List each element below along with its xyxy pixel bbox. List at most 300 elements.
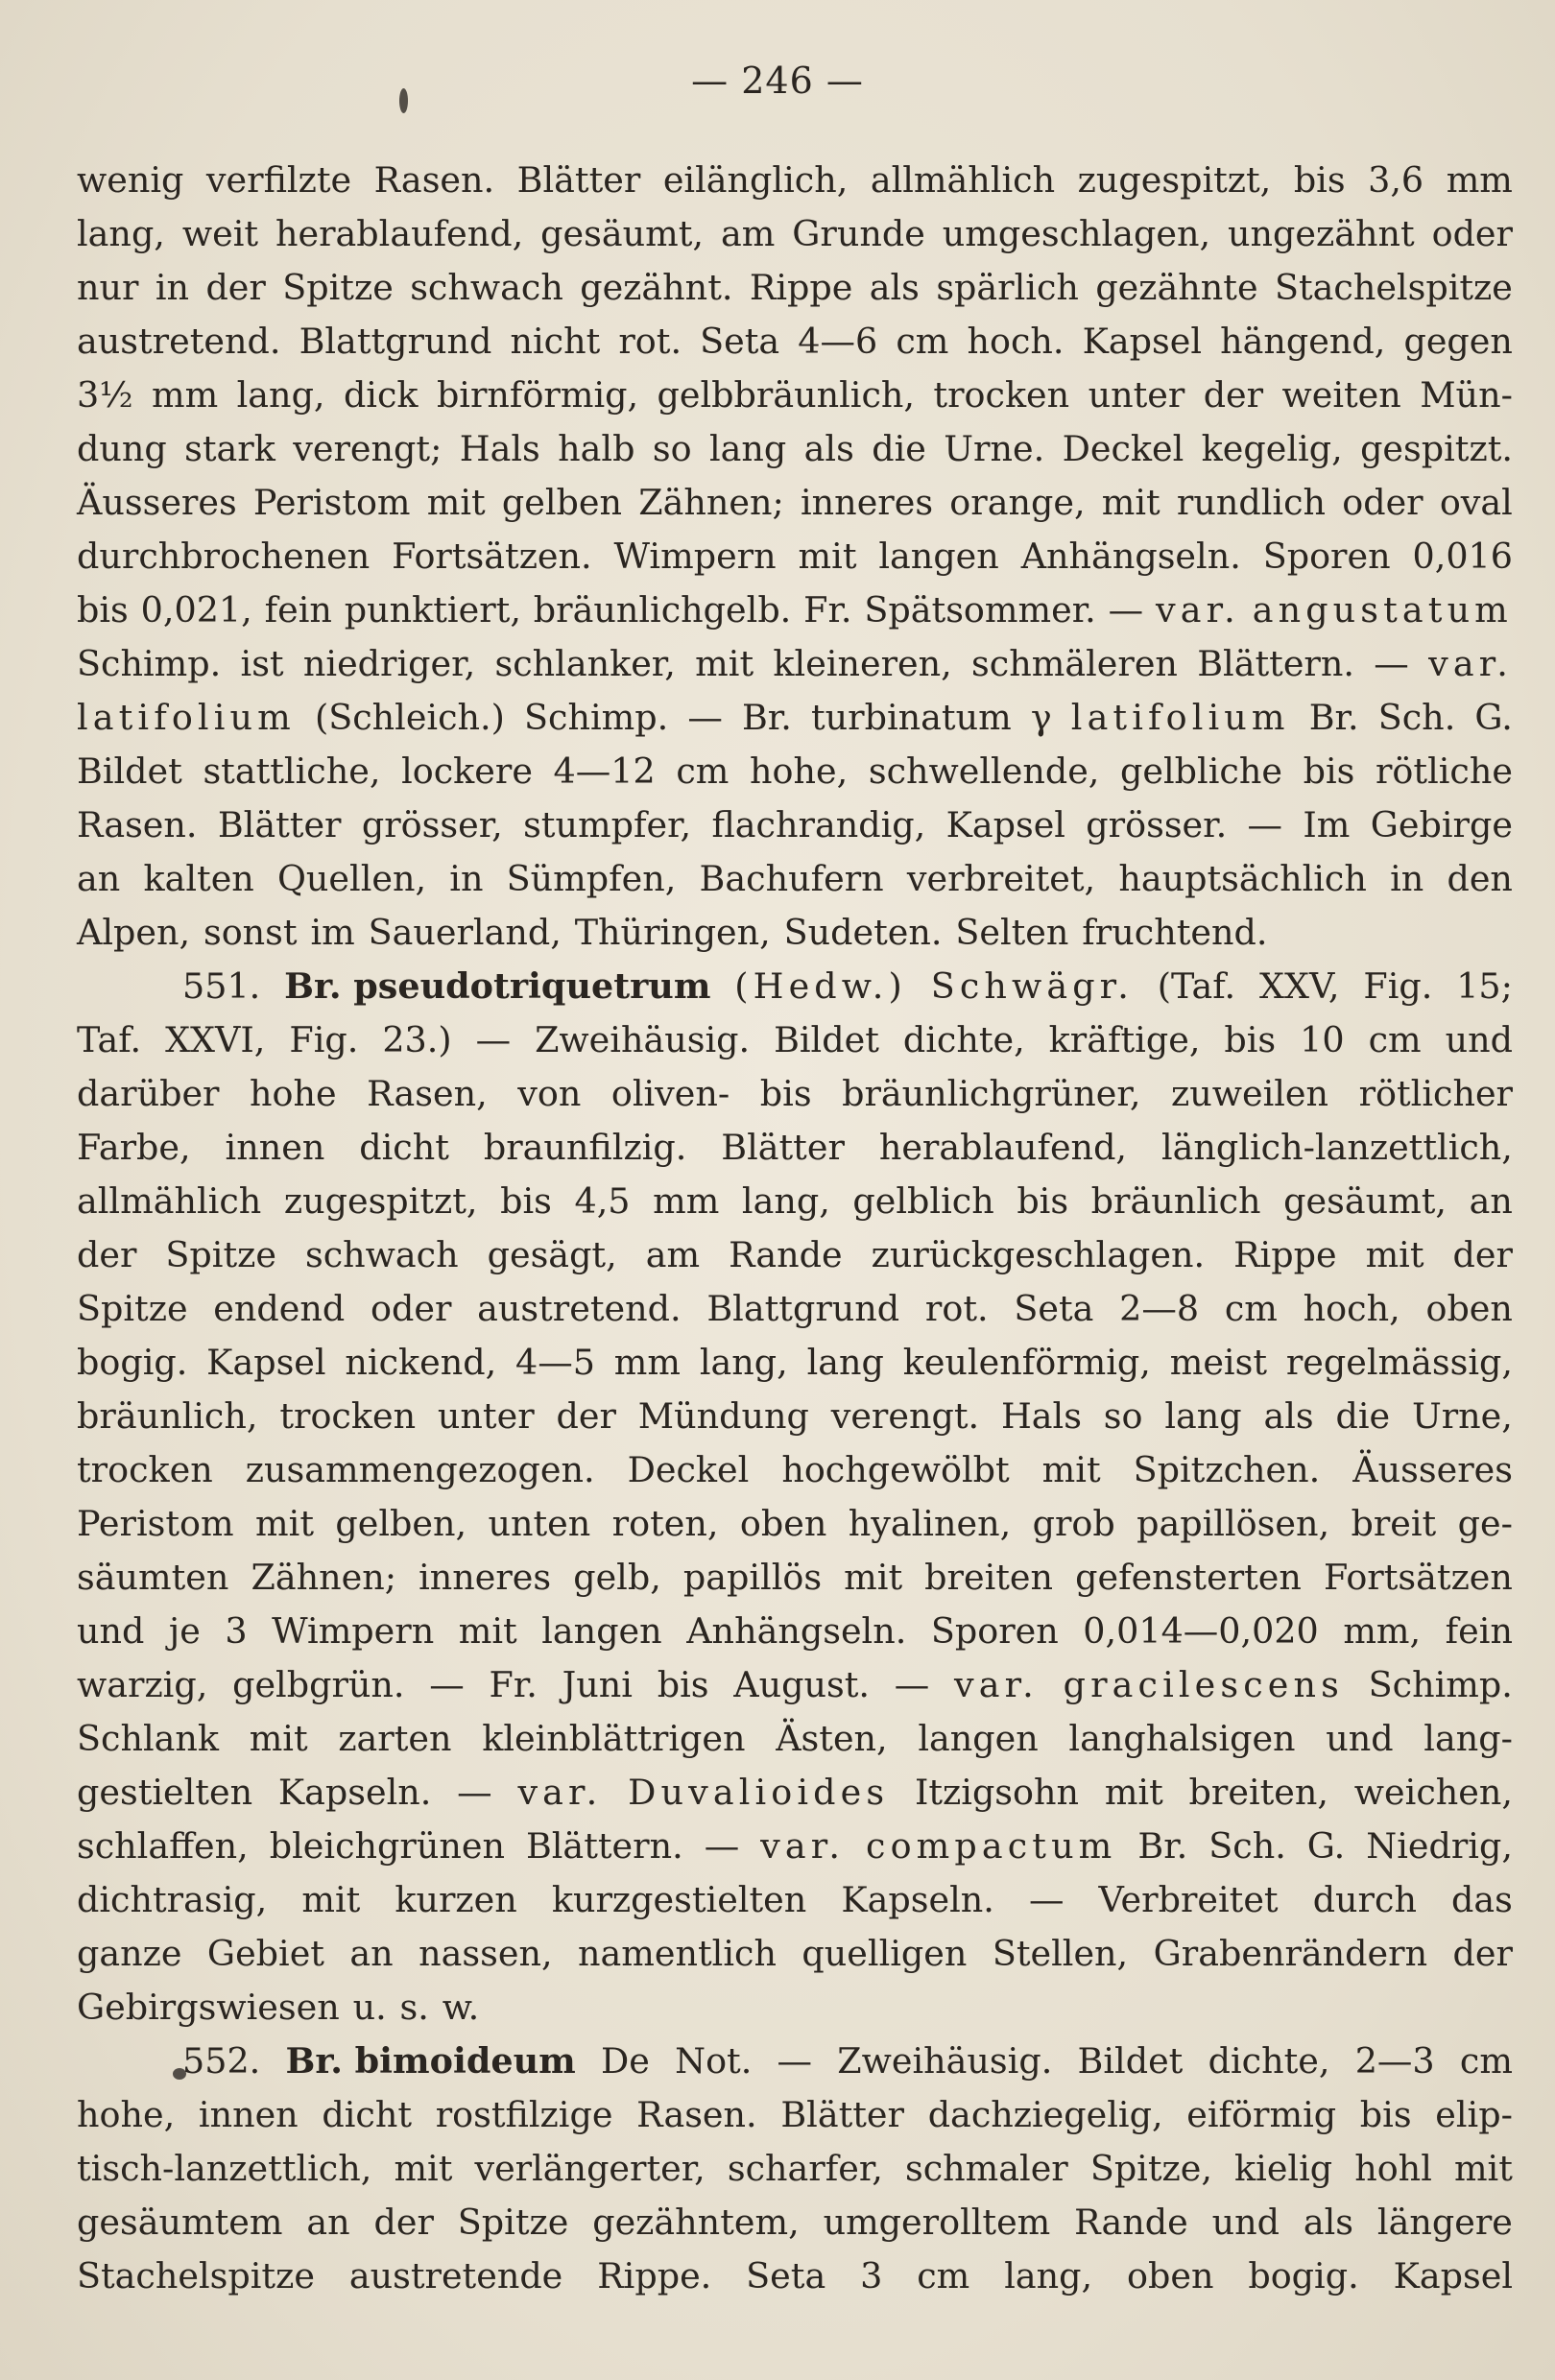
word: oben (1127, 2255, 1214, 2297)
word: 2—8 (1119, 1288, 1200, 1329)
word: langen (541, 1610, 662, 1652)
word: Selten (955, 912, 1069, 953)
word: Grabenrändern (1153, 1933, 1428, 1974)
word: Stachelspitze (77, 2255, 315, 2297)
word: γ (1030, 697, 1052, 738)
word: Peristom (252, 482, 411, 523)
word: Schimp. (524, 697, 669, 738)
word: gelbliche (1120, 750, 1282, 792)
word: ungezähnt (1228, 213, 1415, 254)
word: 4,5 (574, 1180, 631, 1222)
word: (Hedw.) (734, 965, 907, 1007)
word: eilänglich, (662, 159, 849, 201)
word: Fr. (489, 1664, 538, 1705)
word: — (1374, 643, 1409, 684)
word: kleinblättrigen (482, 1718, 746, 1759)
word: lockere (401, 750, 533, 792)
word: 3 (860, 2255, 883, 2297)
text-line (77, 2088, 1513, 2142)
word: bräunlichgrüner, (842, 1073, 1141, 1114)
word: ist (240, 643, 284, 684)
word: Blattgrund (706, 1288, 900, 1329)
word: und (1445, 1019, 1513, 1060)
word: Hals (459, 428, 540, 469)
word: Sümpfen, (506, 858, 677, 899)
word: herablaufend, (878, 1127, 1128, 1168)
text-line (77, 1067, 1513, 1121)
word: 0,014—0,020 (1083, 1610, 1319, 1652)
word: — (704, 1825, 740, 1867)
word: — (687, 697, 723, 738)
word: so (652, 428, 692, 469)
word: dichtrasig, (77, 1879, 268, 1920)
word: hohe, (750, 750, 849, 792)
word: fein (1445, 1610, 1513, 1652)
word: hochgewölbt (781, 1449, 1010, 1490)
word: gezähnte (1095, 267, 1258, 308)
text-line (77, 422, 1513, 476)
text-line (77, 1390, 1513, 1443)
word: der (373, 2202, 434, 2243)
word: Spitzchen. (1133, 1449, 1321, 1490)
word: roten, (611, 1503, 719, 1544)
word: mit (394, 2148, 453, 2189)
word: orange, (949, 482, 1086, 523)
word: oben (1425, 1288, 1513, 1329)
word: bis (657, 1664, 709, 1705)
text-line (77, 1443, 1513, 1497)
word: nassen, (419, 1933, 553, 1974)
word: dick (343, 374, 419, 416)
word: Seta (700, 321, 780, 362)
word: mit (249, 1718, 308, 1759)
word: — (429, 1664, 465, 1705)
word: mm, (1343, 1610, 1422, 1652)
word: papillös (682, 1557, 823, 1598)
word: Niedrig, (1366, 1825, 1513, 1867)
word: lang (708, 428, 787, 469)
word: Spitze (165, 1234, 276, 1275)
word: Kapseln. (841, 1879, 994, 1920)
word: lang (1164, 1395, 1242, 1437)
word: hoch, (1303, 1288, 1400, 1329)
word: kräftige, (1048, 1019, 1201, 1060)
text-line (77, 2142, 1513, 2196)
word: kurzgestielten (551, 1879, 807, 1920)
word: Schwägr. (930, 965, 1134, 1007)
word: trocken (279, 1395, 417, 1437)
text-line (77, 1981, 1513, 2035)
word: Zähnen; (638, 482, 784, 523)
word: rot. (618, 321, 682, 362)
word: Sudeten. (783, 912, 943, 953)
text-line (77, 1013, 1513, 1067)
word: unter (437, 1395, 535, 1437)
word: austretend. (477, 1288, 682, 1329)
word: je (168, 1610, 201, 1652)
word: bis (77, 589, 129, 631)
word: dachziegelig, (927, 2094, 1163, 2135)
word: zusammengezogen. (245, 1449, 595, 1490)
word: Zähnen; (251, 1557, 396, 1598)
word: grösser, (361, 804, 503, 845)
word: eiförmig (1186, 2094, 1337, 2135)
word: Blätter (780, 2094, 904, 2135)
text-line (77, 315, 1513, 369)
word: nicht (510, 321, 601, 362)
word: birnförmig, (436, 374, 639, 416)
word: Rasen, (367, 1073, 488, 1114)
word: so (1103, 1395, 1143, 1437)
word: bräunlichgelb. (533, 589, 792, 631)
word: 552. (182, 2040, 261, 2082)
text-line (77, 1766, 1513, 1820)
word: regelmässig, (1285, 1342, 1513, 1383)
word: langen (878, 536, 999, 577)
word: Verbreitet (1098, 1879, 1279, 1920)
word: elip- (1435, 2094, 1513, 2135)
word: 4—6 (798, 321, 878, 362)
word: quelligen (801, 1933, 968, 1974)
word: keulenförmig, (902, 1342, 1151, 1383)
word: umgeschlagen, (942, 213, 1211, 254)
word: latifolium (77, 697, 296, 738)
word: mit (301, 1879, 361, 1920)
word: Rippe. (597, 2255, 712, 2297)
word: rot. (924, 1288, 989, 1329)
word: als (1303, 2202, 1354, 2243)
word: hohe (250, 1073, 337, 1114)
word: Sporen (1262, 536, 1391, 577)
word: der (205, 267, 266, 308)
word: s. (399, 1987, 429, 2028)
word: dicht (359, 1127, 449, 1168)
word: Fig. (1363, 965, 1433, 1007)
word: austretend. (77, 321, 281, 362)
word: cm (896, 321, 949, 362)
word: tisch-lanzettlich, (77, 2148, 372, 2189)
word: (Taf. (1157, 965, 1236, 1007)
word: 4—5 (515, 1342, 595, 1383)
word: Sch. (1208, 1825, 1286, 1867)
word: Blätter (217, 804, 342, 845)
word: Schimp. (77, 643, 222, 684)
word: zugespitzt, (283, 1180, 478, 1222)
word: Im (1303, 804, 1351, 845)
word: Deckel (1062, 428, 1184, 469)
word: var. (1155, 589, 1240, 631)
word: u. (352, 1987, 387, 2028)
word: oben (739, 1503, 827, 1544)
word: längere (1376, 2202, 1513, 2243)
word: kalten (143, 858, 254, 899)
word: — (1028, 1879, 1065, 1920)
word: mit (1101, 482, 1160, 523)
word: von (517, 1073, 582, 1114)
text-line (77, 2196, 1513, 2249)
word: var. (954, 1664, 1039, 1705)
word: grob (1032, 1503, 1115, 1544)
word: Urne, (1411, 1395, 1513, 1437)
word: Spitze (457, 2202, 569, 2243)
word: inneres (801, 482, 934, 523)
word: bis (759, 1073, 812, 1114)
word: kurzen (395, 1879, 517, 1920)
word: gestielten (77, 1772, 253, 1813)
word: Gebirge (1370, 804, 1513, 845)
word: Sch. (1377, 697, 1456, 738)
word: gelben (501, 482, 623, 523)
word: punktiert, (344, 589, 521, 631)
word: Rasen. (373, 159, 495, 201)
word: als (1263, 1395, 1314, 1437)
word: Sporen (930, 1610, 1059, 1652)
word: Mün- (1420, 374, 1513, 416)
word: breiten (924, 1557, 1054, 1598)
word: schwach (410, 267, 563, 308)
text-line (77, 637, 1513, 691)
word: bleichgrünen (269, 1825, 505, 1867)
word: Rande (729, 1234, 843, 1275)
word: warzig, (77, 1664, 208, 1705)
word: gelbbräunlich, (657, 374, 916, 416)
word: mit (1365, 1234, 1424, 1275)
word: mit (255, 1503, 314, 1544)
word: bis (1303, 750, 1355, 792)
word: am (720, 213, 776, 254)
word: allmählich (870, 159, 1056, 201)
word: austretende (348, 2255, 563, 2297)
word: langhalsigen (1068, 1718, 1296, 1759)
text-line (77, 1282, 1513, 1336)
word: Blättern. (525, 1825, 683, 1867)
word: Spitze (282, 267, 394, 308)
text-line (77, 1927, 1513, 1981)
word: und (77, 1610, 145, 1652)
word: gracilescens (1063, 1664, 1344, 1705)
word: braunfilzig. (483, 1127, 687, 1168)
word: an (1469, 1180, 1513, 1222)
text-line (77, 2035, 1513, 2088)
word: gesäumt, (1283, 1180, 1447, 1222)
word: Seta (746, 2255, 826, 2297)
word: trocken (933, 374, 1070, 416)
word: bis (1224, 1019, 1277, 1060)
word: weit (181, 213, 259, 254)
word: darüber (77, 1073, 220, 1114)
word: sonst (203, 912, 298, 953)
word: cm (676, 750, 730, 792)
word: var. (760, 1825, 846, 1867)
word: mm (152, 374, 219, 416)
word: oder (371, 1288, 452, 1329)
word: in (1390, 858, 1424, 899)
word: Kapseln. (277, 1772, 432, 1813)
word: mit (1104, 1772, 1163, 1813)
word: 0,016 (1412, 536, 1513, 577)
text-line (77, 2249, 1513, 2303)
word: gesägt, (487, 1234, 617, 1275)
word: länglich-lanzettlich, (1160, 1127, 1513, 1168)
word: Not. (675, 2040, 753, 2082)
word: bräunlich (1090, 1180, 1261, 1222)
word: Rande (1074, 2202, 1188, 2243)
word: Fig. (289, 1019, 359, 1060)
word: 3,6 (1368, 159, 1424, 201)
word: an (349, 1933, 394, 1974)
word: Kapsel (206, 1342, 326, 1383)
word: mit (844, 1557, 903, 1598)
word: zurückgeschlagen. (871, 1234, 1206, 1275)
word: Br. bimoideum (285, 2040, 576, 2082)
word: zugespitzt, (1077, 159, 1272, 201)
word: gelblich (852, 1180, 994, 1222)
word: endend (213, 1288, 346, 1329)
word: Äusseres (77, 482, 237, 523)
text-line (77, 369, 1513, 422)
word: oder (1342, 482, 1423, 523)
word: an (306, 2202, 350, 2243)
text-line (77, 1712, 1513, 1766)
word: mm (613, 1342, 682, 1383)
word: Peristom (77, 1503, 234, 1544)
word: rundlich (1176, 482, 1327, 523)
text-line (77, 1497, 1513, 1551)
word: verbreitet, (906, 858, 1096, 899)
word: innen (225, 1127, 325, 1168)
word: weichen, (1353, 1772, 1513, 1813)
word: fruchtend. (1082, 912, 1268, 953)
word: Blattgrund (299, 321, 492, 362)
word: mit (426, 482, 486, 523)
word: nickend, (345, 1342, 497, 1383)
word: ge- (1457, 1503, 1513, 1544)
word: schlaffen, (77, 1825, 249, 1867)
word: Schimp. (1368, 1664, 1513, 1705)
word: unter (1088, 374, 1185, 416)
word: G. (1474, 697, 1513, 738)
word: Wimpern (613, 536, 777, 577)
word: lang- (1423, 1718, 1513, 1759)
word: der (1452, 1234, 1513, 1275)
text-line (77, 1121, 1513, 1175)
word: grösser. (1086, 804, 1228, 845)
word: rostfilzige (435, 2094, 613, 2135)
text-line (77, 745, 1513, 798)
word: stattliche, (203, 750, 381, 792)
word: unten (488, 1503, 591, 1544)
word: Thüringen, (574, 912, 771, 953)
word: Rippe (1233, 1234, 1337, 1275)
word: Seta (1014, 1288, 1094, 1329)
word: Blätter (721, 1127, 845, 1168)
word: kegelig, (1201, 428, 1343, 469)
word: lang, (741, 1180, 830, 1222)
word: Spitze, (1089, 2148, 1212, 2189)
word: Kapsel (1393, 2255, 1513, 2297)
word: 0,021, (140, 589, 252, 631)
word: angustatum (1252, 589, 1513, 631)
word: die (872, 428, 926, 469)
text-line (77, 906, 1513, 960)
word: hoch. (967, 321, 1065, 362)
word: 15; (1456, 965, 1513, 1007)
word: Fortsätzen (1323, 1557, 1513, 1598)
word: Bildet (77, 750, 182, 792)
word: 551. (182, 965, 261, 1007)
word: Mündung (637, 1395, 809, 1437)
word: Rippe (749, 267, 853, 308)
text-line (77, 207, 1513, 261)
text-line (77, 1551, 1513, 1605)
word: Br. (1137, 1825, 1188, 1867)
word: 4—12 (553, 750, 656, 792)
word: und (1326, 1718, 1394, 1759)
word: Fr. (803, 589, 852, 631)
word: Bildet (774, 1019, 879, 1060)
word: Kapsel (945, 804, 1065, 845)
word: Br. (1308, 697, 1359, 738)
word: der (77, 1234, 137, 1275)
word: 2—3 (1354, 2040, 1435, 2082)
word: mit (1453, 2148, 1513, 2189)
word: oliven- (610, 1073, 730, 1114)
word: in (155, 267, 190, 308)
word: gesäumtem (77, 2202, 283, 2243)
word: Br. (741, 697, 792, 738)
text-line (77, 1175, 1513, 1228)
word: herablaufend, (275, 213, 524, 254)
word: cm (1459, 2040, 1513, 2082)
word: cm (1368, 1019, 1422, 1060)
word: Kapsel (1082, 321, 1203, 362)
word: schwellende, (868, 750, 1100, 792)
word: langen (918, 1718, 1039, 1759)
word: cm (917, 2255, 970, 2297)
word: schmaler (904, 2148, 1068, 2189)
word: — (777, 2040, 813, 2082)
word: gespitzt. (1360, 428, 1513, 469)
word: Stellen, (992, 1933, 1129, 1974)
word: das (1451, 1879, 1513, 1920)
word: am (645, 1234, 701, 1275)
text-line (77, 530, 1513, 583)
word: verengt; (293, 428, 443, 469)
word: hohl (1354, 2148, 1432, 2189)
word: gelbgrün. (232, 1664, 405, 1705)
text-line (77, 960, 1513, 1013)
word: mm (653, 1180, 720, 1222)
word: lang, (77, 213, 165, 254)
word: — (894, 1664, 930, 1705)
word: weiten (1281, 374, 1401, 416)
word: Äusseres (1352, 1449, 1513, 1490)
word: papillösen, (1136, 1503, 1330, 1544)
word: mit (695, 643, 754, 684)
word: 3 (225, 1610, 248, 1652)
word: — (1108, 589, 1144, 631)
word: trocken (77, 1449, 213, 1490)
word: niedriger, (302, 643, 476, 684)
word: durch (1312, 1879, 1417, 1920)
word: Gebirgswiesen (77, 1987, 340, 2028)
word: schmäleren (971, 643, 1178, 684)
word: Spätsommer. (864, 589, 1096, 631)
word: spärlich (936, 267, 1079, 308)
word: gelb, (573, 1557, 661, 1598)
word: stumpfer, (523, 804, 692, 845)
text-line (77, 798, 1513, 852)
